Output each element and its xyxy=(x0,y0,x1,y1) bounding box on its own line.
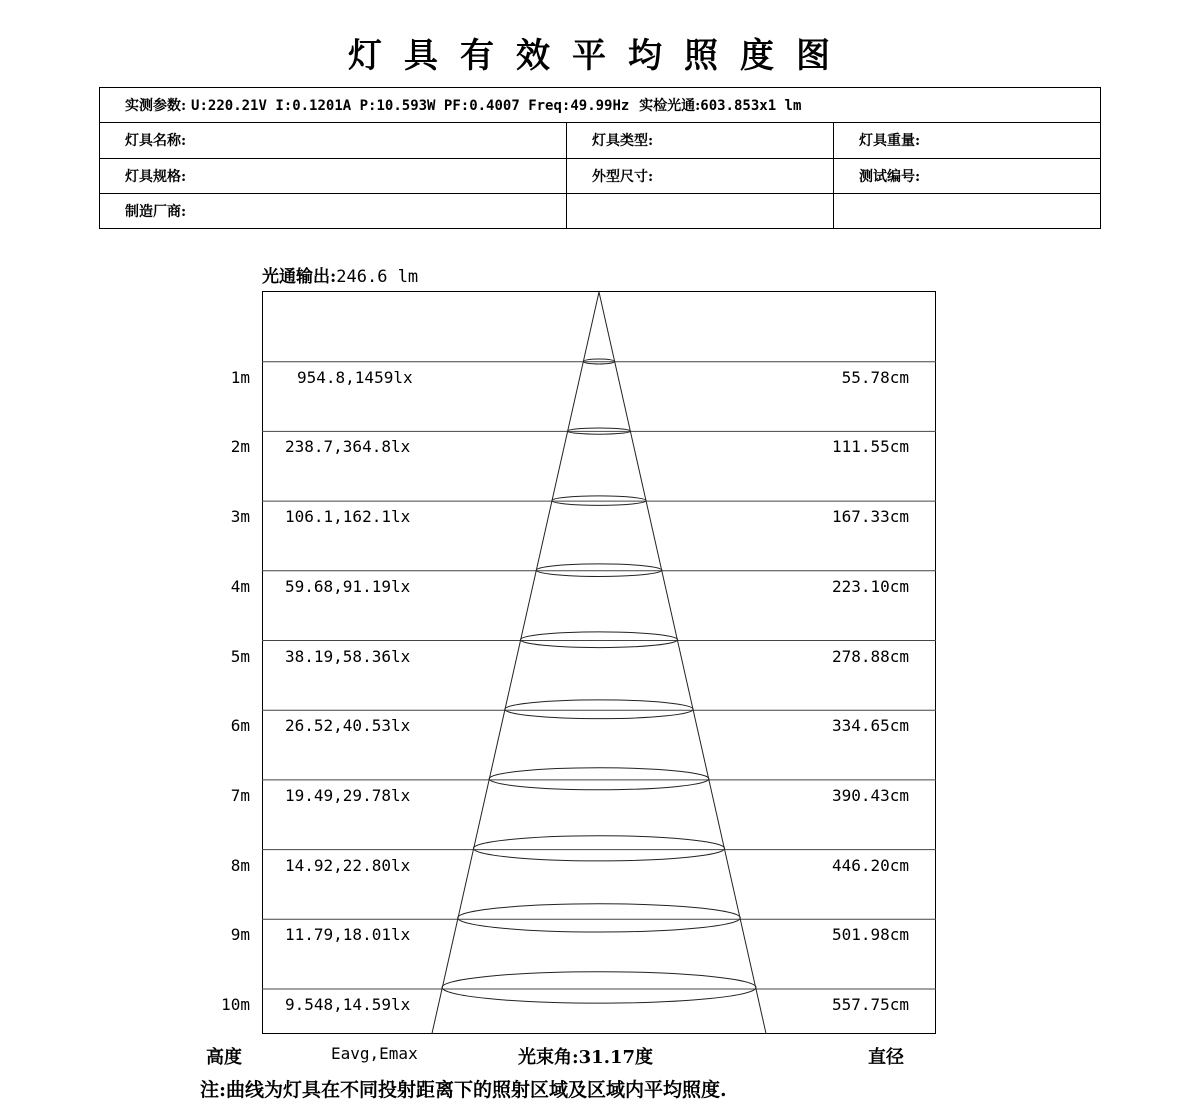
diameter-label: 278.88cm xyxy=(831,646,909,666)
height-label: 4m xyxy=(230,576,250,596)
measured-params-values: U:220.21V I:0.1201A P:10.593W PF:0.4007 Freq:49.99Hz xyxy=(191,98,630,115)
height-label: 3m xyxy=(230,507,250,527)
fixture-type-cell: 灯具类型: xyxy=(567,123,834,158)
diameter-label: 167.33cm xyxy=(831,507,909,527)
illuminance-label: 59.68,91.19lx xyxy=(285,576,411,596)
height-label: 2m xyxy=(230,437,250,457)
manufacturer-cell: 制造厂商: xyxy=(100,193,567,228)
luminous-output-value: 246.6 lm xyxy=(336,267,419,287)
beam-ellipse xyxy=(458,904,741,932)
fixture-spec-cell: 灯具规格: xyxy=(100,158,567,193)
height-label: 10m xyxy=(221,995,250,1014)
diameter-label: 390.43cm xyxy=(831,785,909,805)
illuminance-label: 26.52,40.53lx xyxy=(285,716,411,736)
beam-ellipse xyxy=(520,632,677,648)
footnote: 注:曲线为灯具在不同投射距离下的照射区域及区域内平均照度. xyxy=(200,1079,727,1101)
flux-label: 实检光通: xyxy=(639,98,701,115)
fixture-name-cell: 灯具名称: xyxy=(100,123,567,158)
illuminance-column-label: Eavg,Emax xyxy=(331,1044,418,1063)
illuminance-label: 9.548,14.59lx xyxy=(285,995,411,1014)
luminous-output-label: 光通输出: xyxy=(262,267,337,287)
beam-angle-value: 31.17度 xyxy=(578,1047,654,1068)
diameter-label: 111.55cm xyxy=(831,437,909,457)
illuminance-label: 954.8,1459lx xyxy=(297,367,413,387)
page-title: 灯具有效平均照度图 xyxy=(348,36,852,76)
beam-ellipse xyxy=(536,564,662,577)
fixture-size-cell: 外型尺寸: xyxy=(567,158,834,193)
illuminance-label: 11.79,18.01lx xyxy=(285,925,411,945)
fixture-weight-cell: 灯具重量: xyxy=(834,123,1101,158)
flux-value: 603.853x1 lm xyxy=(700,98,802,115)
height-label: 1m xyxy=(230,367,250,387)
beam-ellipse xyxy=(473,836,724,861)
beam-angle xyxy=(518,1043,653,1069)
illuminance-label: 38.19,58.36lx xyxy=(285,646,411,666)
test-number-cell: 测试编号: xyxy=(834,158,1101,193)
height-column-label: 高度 xyxy=(206,1047,242,1068)
height-label: 8m xyxy=(230,855,250,875)
beam-angle-label: 光束角: xyxy=(518,1047,579,1068)
diameter-label: 501.98cm xyxy=(831,925,909,945)
beam-ellipse xyxy=(489,768,709,790)
cone-left-edge xyxy=(432,292,599,1034)
illuminance-label: 106.1,162.1lx xyxy=(285,507,411,527)
illuminance-label: 14.92,22.80lx xyxy=(285,855,411,875)
diameter-label: 557.75cm xyxy=(831,995,909,1014)
diameter-label: 55.78cm xyxy=(841,367,909,387)
diameter-label: 334.65cm xyxy=(831,716,909,736)
diameter-label: 223.10cm xyxy=(831,576,909,596)
diameter-label: 446.20cm xyxy=(831,855,909,875)
height-label: 5m xyxy=(230,646,250,666)
beam-ellipse xyxy=(505,700,693,719)
height-label: 6m xyxy=(230,716,250,736)
diameter-column-label: 直径 xyxy=(868,1047,904,1068)
measured-params-label: 实测参数: xyxy=(125,98,187,115)
height-label: 7m xyxy=(230,785,250,805)
height-label: 9m xyxy=(230,925,250,945)
illuminance-label: 238.7,364.8lx xyxy=(285,437,411,457)
illuminance-label: 19.49,29.78lx xyxy=(285,785,411,805)
